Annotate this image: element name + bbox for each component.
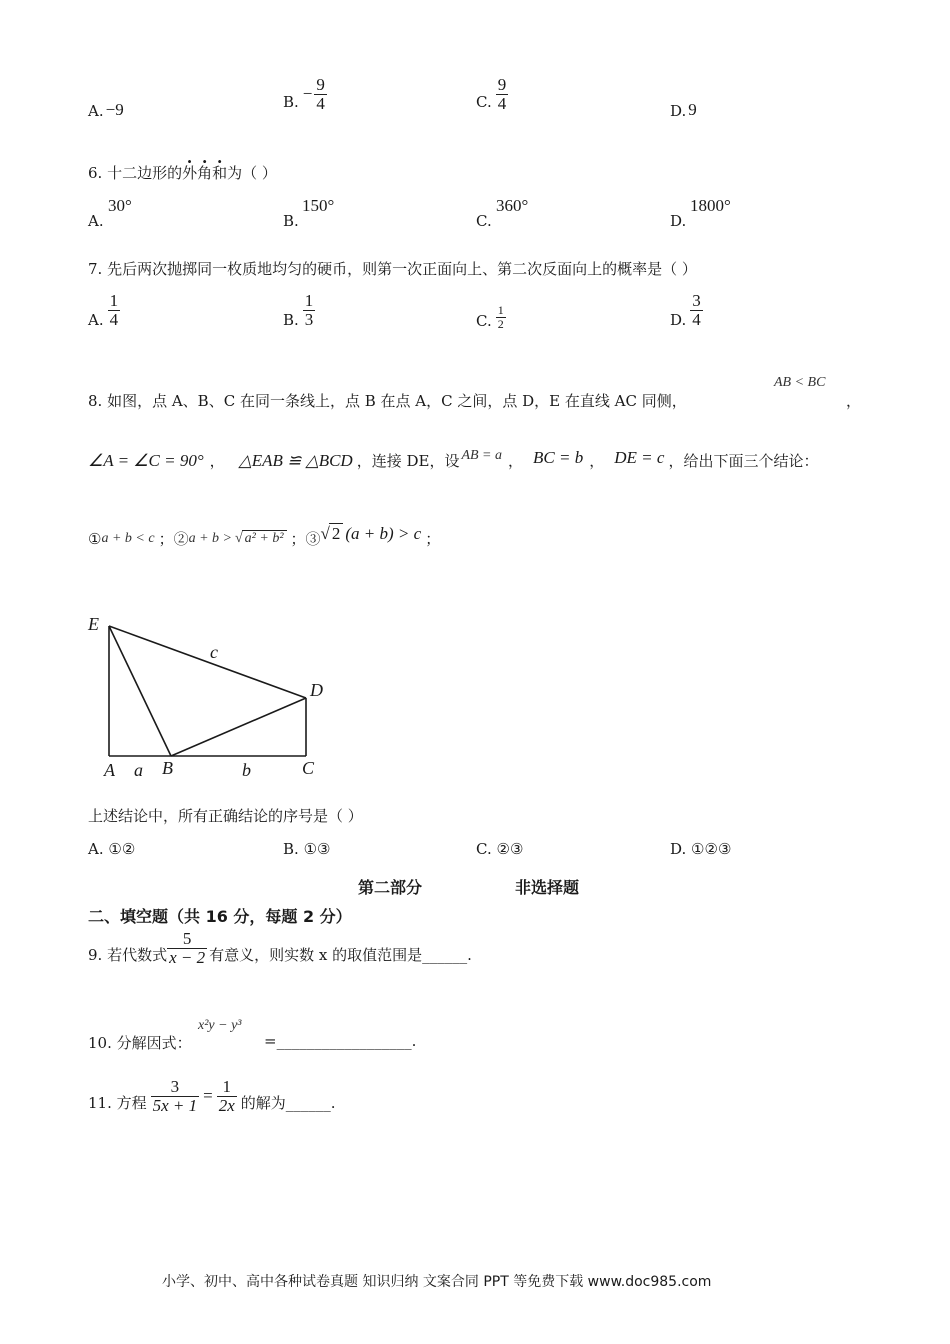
q10-expression: x²y − y³ [198,1018,242,1033]
q6-stem: 6. 十二边形的外角和为（ ） [88,164,277,182]
option-label: C. [476,92,492,111]
part-two-subtitle: 非选择题 [515,878,580,897]
q8-option-a: A. ①② [88,840,136,858]
option-label: A. [88,102,104,120]
q6-option-c-value: 360° [496,196,529,215]
q6-option-d-value: 1800° [690,196,731,215]
q8-stem-line1: 8. 如图，点 A、B、C 在同一条线上，点 B 在点 A，C 之间，点 D，E 在直线 AC 同侧， [88,392,687,410]
q5-option-c [476,76,508,113]
q6-option-d-label: D. [670,212,687,230]
q7-option-c: C. $\frac{1}{2}$ [476,303,504,331]
q8-cond-angles: ∠A = ∠C = 90° [88,450,204,470]
page-footer: 小学、初中、高中各种试卷真题 知识归纳 文案合同 PPT 等免费下载 www.doc985.com [162,1274,712,1290]
label-b-side: b [242,760,251,780]
emphasis-char: 角 [197,164,213,182]
q8-set-b: BC = b [533,447,584,467]
q11: 11. 方程 $\frac{3}{5x + 1}$ = $\frac{1}{2x}$ 的解为______. [88,1077,336,1115]
q8-question: 上述结论中，所有正确结论的序号是（ ） [88,807,363,825]
q8-set-c: DE = c [614,447,665,467]
q10-suffix: =__________________. [264,1032,417,1050]
emphasis-char: 外 [182,164,198,182]
label-b: B [162,758,173,778]
q9: 9. 若代数式 $\frac{5}{x - 2}$ 有意义，则实数 x 的取值范围是______. [88,929,472,967]
conclusion-2-left: a + b > [188,530,232,546]
q5-option-d [670,100,697,120]
q8-set-a: AB = a [461,447,503,463]
q8-option-b: B. ①③ [283,840,331,858]
part-two-title: 第二部分 [358,878,423,897]
q7-stem: 7. 先后两次抛掷同一枚质地均匀的硬币，则第一次正面向上、第二次反面向上的概率是（ ） [88,260,697,278]
q6-option-b-value: 150° [302,196,335,215]
q8-cond-congruent: △EAB ≌ △BCD [238,450,353,470]
q8-cond-ab-lt-bc: AB < BC [774,375,826,390]
conclusion-2-radicand: a² + b² [242,530,287,547]
option-label: D. [670,102,687,120]
fraction: $\frac{5}{x - 2}$ [169,929,206,967]
q6-option-c-label: C. [476,212,492,230]
fraction: $\frac{1}{3}$ [304,291,314,329]
q8-geometry-figure [80,608,340,788]
q5-option-b [283,76,327,113]
conclusion-1: a + b < c [101,530,155,546]
label-a: A [104,760,115,780]
q7-option-d: D. $\frac{3}{4}$ [670,291,701,329]
fraction: $\frac{1}{4}$ [109,291,119,329]
section-two-heading: 二、填空题（共 16 分，每题 2 分） [88,907,352,926]
label-d: D [310,680,323,700]
fraction-left: $\frac{3}{5x + 1}$ [152,1077,198,1115]
q7-option-a: A. $\frac{1}{4}$ [88,291,119,329]
q8-option-d: D. ①②③ [670,840,732,858]
q8-comma: ， [846,392,862,410]
q8-stem-line2: ∠A = ∠C = 90° ， △EAB ≌ △BCD ，连接 DE，设 AB = a ， BC = b ， DE = c ，给出下面三个结论： [88,447,819,470]
label-c: C [302,758,315,778]
fraction: $\frac{9}{4}$ [497,75,507,113]
q8-option-c: C. ②③ [476,840,524,858]
option-label: B. [283,92,299,111]
option-value: −9 [105,100,124,119]
fraction: $\frac{3}{4}$ [692,291,701,329]
q10-prefix: 10. 分解因式： [88,1034,192,1052]
fraction-right: $\frac{1}{2x}$ [218,1077,235,1115]
label-a-side: a [134,760,143,780]
minus-sign: − [302,84,313,104]
q6-option-a-value: 30° [108,196,132,215]
q6-option-b-label: B. [283,212,299,230]
label-c-side: c [210,642,218,662]
q5-option-a [88,100,124,120]
q8-conclusions: ① a + b < c ；② a + b > √ a² + b² ；③ √ 2 (a + b) > c ； [88,523,441,548]
segment-bd [171,698,306,756]
conclusion-3-rest: (a + b) > c [345,523,422,543]
label-e: E [88,614,99,634]
q7-option-b: B. $\frac{1}{3}$ [283,291,314,329]
conclusion-3-radicand: 2 [329,523,344,544]
fraction: $\frac{9}{4}$ [316,75,325,113]
q6-option-a-label: A. [88,212,104,230]
fraction: $\frac{1}{2}$ [497,303,504,331]
option-value: 9 [688,100,697,119]
emphasis-char: 和 [212,164,228,182]
